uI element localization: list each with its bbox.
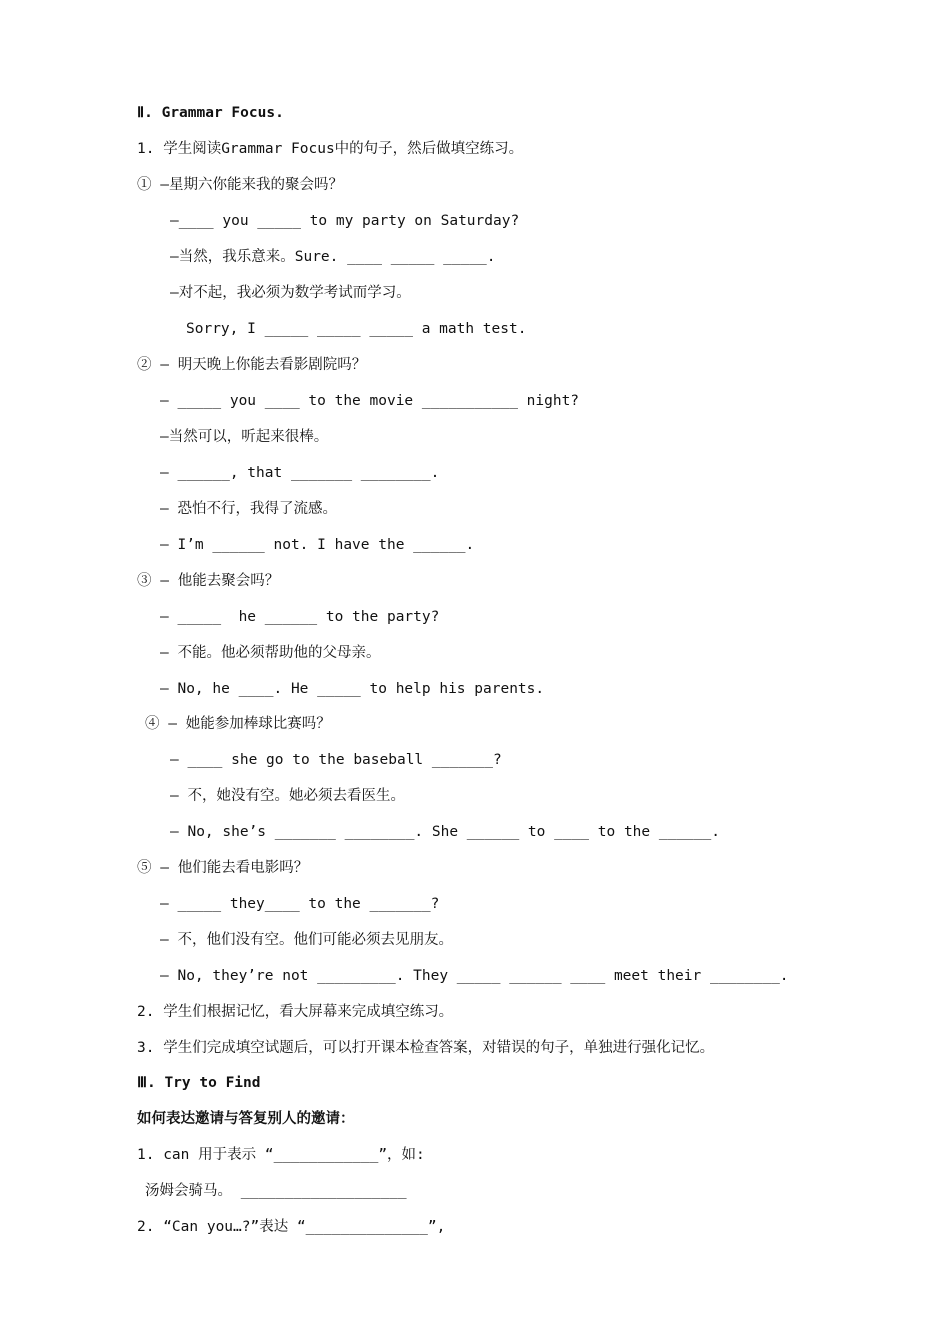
question-4-prompt: ④ — 她能参加棒球比赛吗？ bbox=[145, 716, 331, 732]
question-1-line-3: —对不起，我必须为数学考试而学习。 bbox=[170, 285, 411, 301]
question-1-prompt: ① —星期六你能来我的聚会吗？ bbox=[137, 177, 343, 193]
question-1-line-2: —当然，我乐意来。Sure. ____ _____ _____. bbox=[170, 249, 496, 265]
question-1-line-1: —____ you _____ to my party on Saturday? bbox=[170, 213, 520, 229]
question-2-line-1: — _____ you ____ to the movie ___________ night? bbox=[160, 393, 580, 409]
question-1-line-4: Sorry, I _____ _____ _____ a math test. bbox=[186, 321, 527, 337]
question-3-prompt: ③ — 他能去聚会吗？ bbox=[137, 573, 280, 589]
question-3-line-1: — _____ he ______ to the party? bbox=[160, 609, 440, 625]
question-4-line-3: — No, she’s _______ ________. She ______ to ____ to the ______. bbox=[170, 824, 720, 840]
instruction-1: 1. 学生阅读Grammar Focus中的句子，然后做填空练习。 bbox=[137, 141, 524, 157]
question-2-line-5: — I’m ______ not. I have the ______. bbox=[160, 537, 475, 553]
question-3-line-2: — 不能。他必须帮助他的父母亲。 bbox=[160, 645, 381, 661]
find-item-2: 2. “Can you…?”表达 “______________”, bbox=[137, 1219, 446, 1235]
question-5-prompt: ⑤ — 他们能去看电影吗？ bbox=[137, 860, 309, 876]
question-4-line-2: — 不，她没有空。她必须去看医生。 bbox=[170, 788, 405, 804]
find-item-1: 1. can 用于表示 “____________”，如: bbox=[137, 1147, 425, 1163]
section-3-subheading: 如何表达邀请与答复别人的邀请： bbox=[137, 1111, 355, 1127]
question-3-line-3: — No, he ____. He _____ to help his parents. bbox=[160, 681, 545, 697]
question-2-prompt: ② — 明天晚上你能去看影剧院吗？ bbox=[137, 357, 367, 373]
instruction-2: 2. 学生们根据记忆，看大屏幕来完成填空练习。 bbox=[137, 1004, 454, 1020]
question-2-line-2: —当然可以，听起来很棒。 bbox=[160, 429, 329, 445]
section-3-heading: Ⅲ. Try to Find bbox=[137, 1075, 261, 1091]
question-5-line-3: — No, they’re not _________. They _____ ______ ____ meet their ________. bbox=[160, 968, 789, 984]
question-4-line-1: — ____ she go to the baseball _______? bbox=[170, 752, 502, 768]
instruction-3: 3. 学生们完成填空试题后，可以打开课本检查答案，对错误的句子，单独进行强化记忆。 bbox=[137, 1040, 715, 1056]
question-5-line-1: — _____ they____ to the _______? bbox=[160, 896, 440, 912]
section-2-heading: Ⅱ. Grammar Focus. bbox=[137, 105, 284, 121]
find-item-1-example: 汤姆会骑马。 ___________________ bbox=[145, 1183, 407, 1199]
question-2-line-4: — 恐怕不行，我得了流感。 bbox=[160, 501, 337, 517]
question-2-line-3: — ______, that _______ ________. bbox=[160, 465, 440, 481]
question-5-line-2: — 不，他们没有空。他们可能必须去见朋友。 bbox=[160, 932, 453, 948]
